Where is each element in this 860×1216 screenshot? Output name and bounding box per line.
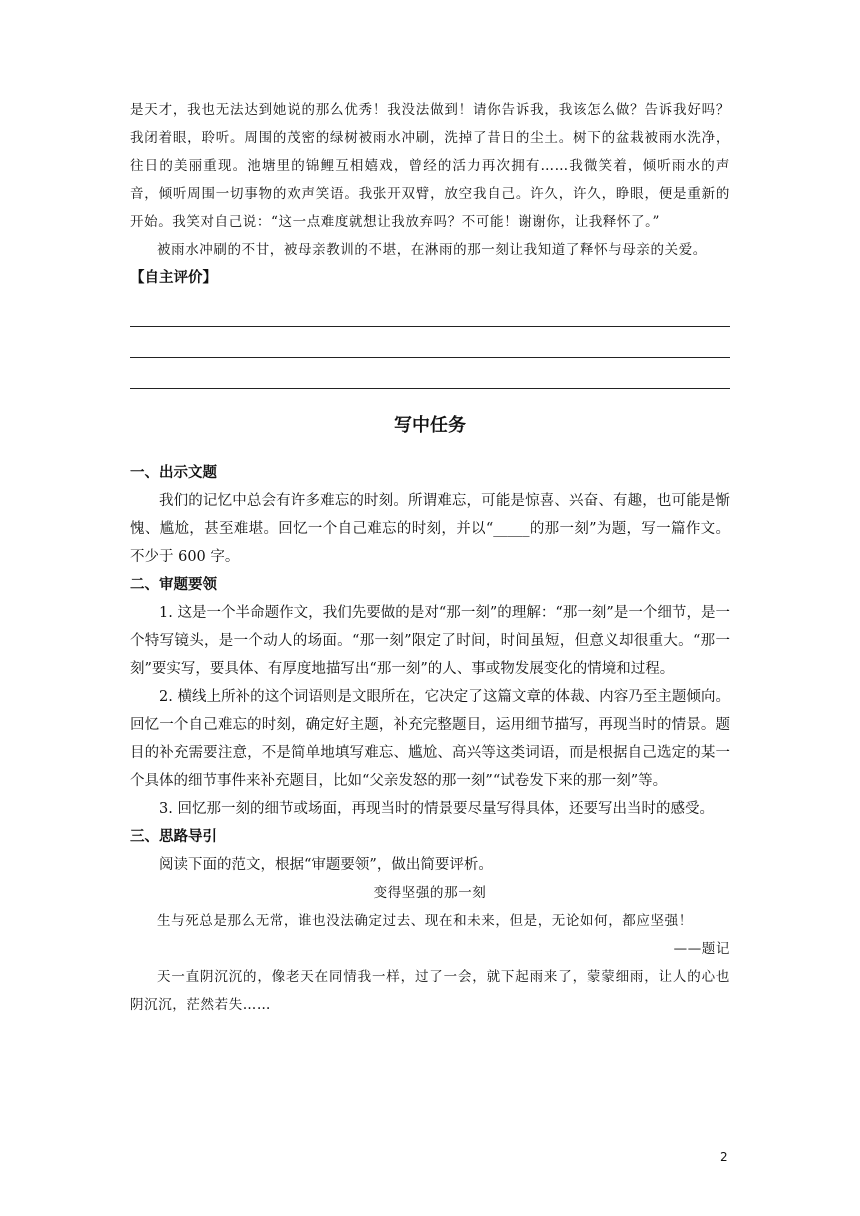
guideline-point: 1. 这是一个半命题作文，我们先要做的是对“那一刻”的理解：“那一刻”是一个细节，是一个特写镜头，是一个动人的场面。“那一刻”限定了时间，时间虽短，但意义却很重大。“那一刻”要实写，要具体、有厚度地描写出“那一刻”的人、事或物发展变化的情境和过程。 <box>130 605 730 677</box>
epigraph-attribution: ——题记 <box>673 941 730 957</box>
page-number: 2 <box>720 1150 728 1164</box>
passage-paragraph: 是天才，我也无法达到她说的那么优秀！我没法做到！请你告诉我，我该怎么做？告诉我好吗？我闭着眼，聆听。周围的茂密的绿树被雨水冲刷，洗掉了昔日的尘土。树下的盆栽被雨水洗净，往日的美丽重现。池塘里的锦鲤互相嬉戏，曾经的活力再次拥有……我微笑着，倾听雨水的声音，倾听周围一切事物的欢声笑语。我张开双臂，放空我自己。许久，许久，睁眼，便是重新的开始。我笑对自己说：“这一点难度就想让我放弃吗？不可能！谢谢你，让我释怀了。” <box>130 102 730 230</box>
sample-essay-epigraph: 生与死总是那么无常，谁也没法确定过去、现在和未来，但是，无论如何，都应坚强！ <box>157 913 693 929</box>
sample-essay-title: 变得坚强的那一刻 <box>373 885 487 901</box>
sample-essay-paragraph: 天一直阴沉沉的，像老天在同情我一样，过了一会，就下起雨来了，蒙蒙细雨，让人的心也阴沉沉，茫然若失…… <box>130 969 730 1013</box>
guideline-point: 3. 回忆那一刻的细节或场面，再现当时的情景要尽量写得具体，还要写出当时的感受。 <box>159 801 714 817</box>
self-evaluation-label: 【自主评价】 <box>130 270 217 286</box>
section-heading: 二、审题要领 <box>130 577 217 593</box>
task-text: 我们的记忆中总会有许多难忘的时刻。所谓难忘，可能是惊喜、兴奋、有趣，也可能是惭愧、尴尬，甚至难堪。回忆一个自己难忘的时刻，并以“_____的那一刻”为题，写一篇作文。不少于 600 字。 <box>130 493 730 565</box>
guideline-point: 2. 横线上所补的这个词语则是文眼所在，它决定了这篇文章的体裁、内容乃至主题倾向。回忆一个自己难忘的时刻，确定好主题，补充完整题目，运用细节描写，再现当时的情景。题目的补充需要注意，不是简单地填写难忘、尴尬、高兴等这类词语，而是根据自己选定的某一个具体的细节事件来补充题目，比如“父亲发怒的那一刻”“试卷发下来的那一刻”等。 <box>130 689 730 789</box>
passage-paragraph: 被雨水冲刷的不甘，被母亲教训的不堪，在淋雨的那一刻让我知道了释怀与母亲的关爱。 <box>157 242 707 258</box>
page-content <box>130 96 730 1019</box>
section-heading: 三、思路导引 <box>130 829 217 845</box>
section-heading: 一、出示文题 <box>130 465 217 481</box>
guide-intro: 阅读下面的范文，根据“审题要领”，做出简要评析。 <box>159 857 493 873</box>
section-title: 写中任务 <box>394 415 466 436</box>
answer-line <box>130 388 730 389</box>
